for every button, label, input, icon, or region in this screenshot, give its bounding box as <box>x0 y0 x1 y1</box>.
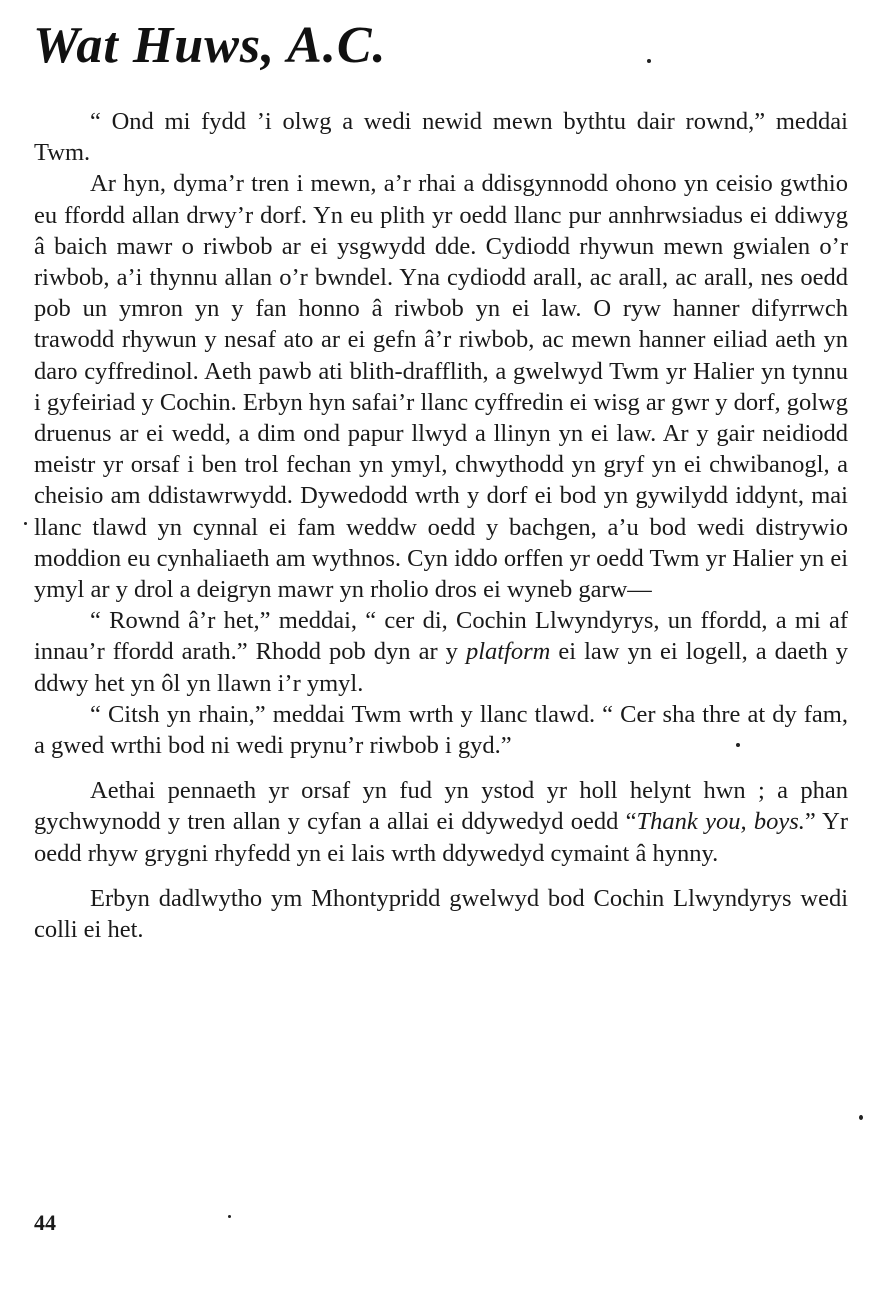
emphasis-text: Thank you, boys. <box>636 808 805 836</box>
ink-speck <box>228 1215 231 1218</box>
paragraph: “ Citsh yn rhain,” meddai Twm wrth y llanc tlawd. “ Cer sha thre at dy fam, a gwed wrthi bod ni wedi prynu’r riwbob i gyd.” <box>34 700 848 760</box>
paragraph <box>34 605 848 699</box>
page-number: 44 <box>34 1210 56 1235</box>
ink-speck <box>736 743 740 747</box>
emphasis-text: platform <box>465 638 551 666</box>
paragraph-text: ei law yn ei logell, a daeth y ddwy het yn ôl yn llawn i’r ymyl. <box>34 638 848 697</box>
ink-speck <box>647 59 651 63</box>
paragraph-text: “ Rownd â’r het,” meddai, “ cer di, Cochin Llwyndyrys, un ffordd, a mi af innau’r ffordd arath.” Rhodd pob dyn ar y <box>34 607 848 666</box>
body-text <box>34 106 848 945</box>
paragraph: Ar hyn, dyma’r tren i mewn, a’r rhai a ddisgynnodd ohono yn ceisio gwthio eu ffordd allan drwy’r dorf. Yn eu plith yr oedd llanc pur annhrwsiadus ei ddiwyg â baich mawr o riwbob ar ei ysgwydd dde. Cydiodd rhywun mewn gwialen o’r riwbob, a’i thynnu allan o’r bwndel. Yna cydiodd arall, ac arall, ac arall, nes oedd pob un ymron yn y fan honno â riwbob yn ei law. O ryw hanner difyrrwch trawodd rhywun y nesaf ato ar ei gefn â’r riwbob, ac mewn hanner eiliad aeth yn daro cyffredinol. Aeth pawb ati blith-drafflith, a gwelwyd Twm yr Halier yn tynnu i gyfeiriad y Cochin. Erbyn hyn safai’r llanc cyffredin ei wisg ar gwr y dorf, golwg druenus ar ei wedd, a dim ond papur llwyd a llinyn yn ei law. Ar y gair neidiodd meistr yr orsaf i ben trol fechan yn ymyl, chwythodd yn gryf yn ei chwibanogl, a cheisio am ddistawrwydd. Dywedodd wrth y dorf ei bod yn gywilydd iddynt, mai llanc tlawd yn cynnal ei fam weddw oedd y bachgen, a’u bod wedi distrywio moddion eu cynhaliaeth am wythnos. Cyn iddo orffen yr oedd Twm yr Halier yn ei ymyl ar y drol a deigryn mawr yn rholio dros ei wyneb garw— <box>34 170 848 604</box>
ink-speck <box>24 522 27 525</box>
paragraph: Erbyn dadlwytho ym Mhontypridd gwelwyd bod Cochin Llwyndyrys wedi colli ei het. <box>34 884 848 944</box>
paragraph-text: Aethai pennaeth yr orsaf yn fud yn ystod yr holl helynt hwn ; a phan gychwynodd y tren allan y cyfan a allai ei ddywedyd oedd “ <box>34 777 848 836</box>
ink-speck <box>859 1115 863 1120</box>
paragraph: “ Ond mi fydd ’i olwg a wedi newid mewn bythtu dair rownd,” meddai Twm. <box>34 108 848 167</box>
page-title: Wat Huws, A.C. <box>33 17 387 74</box>
paragraph-text: ” Yr oedd rhyw grygni rhyfedd yn ei lais wrth ddywedyd cymaint â hynny. <box>34 808 848 867</box>
paragraph <box>34 775 848 869</box>
